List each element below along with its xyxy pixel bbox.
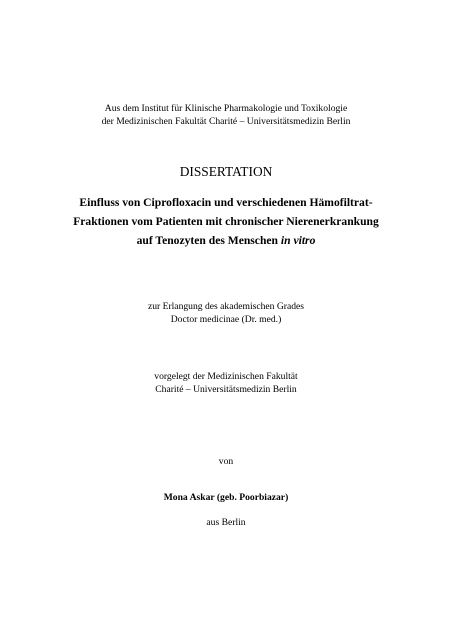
title-line-1: Einfluss von Ciprofloxacin und verschiedenen Hämofiltrat- [79,196,373,209]
by-label: von [218,456,234,467]
submitted-line-1: vorgelegt der Medizinischen Fakultät [154,371,298,382]
title-line-3-italic: in vitro [280,234,316,247]
document-type: DISSERTATION [179,164,273,179]
submitted-line-2: Charité – Universitätsmedizin Berlin [155,384,297,395]
title-line-3 [0,235,452,247]
author-name: Mona Askar (geb. Poorbiazar) [163,492,289,503]
title-line-3-main: auf Tenozyten des Menschen [136,234,278,247]
title-line-2: Fraktionen vom Patienten mit chronischer Nierenerkrankung [73,215,379,228]
degree-line-2: Doctor medicinae (Dr. med.) [170,314,282,325]
institute-line-1: Aus dem Institut für Klinische Pharmakologie und Toxikologie [104,103,348,114]
institute-line-2: der Medizinischen Fakultät Charité – Universitätsmedizin Berlin [101,116,351,127]
degree-line-1: zur Erlangung des akademischen Grades [147,301,305,312]
author-origin: aus Berlin [206,517,246,528]
